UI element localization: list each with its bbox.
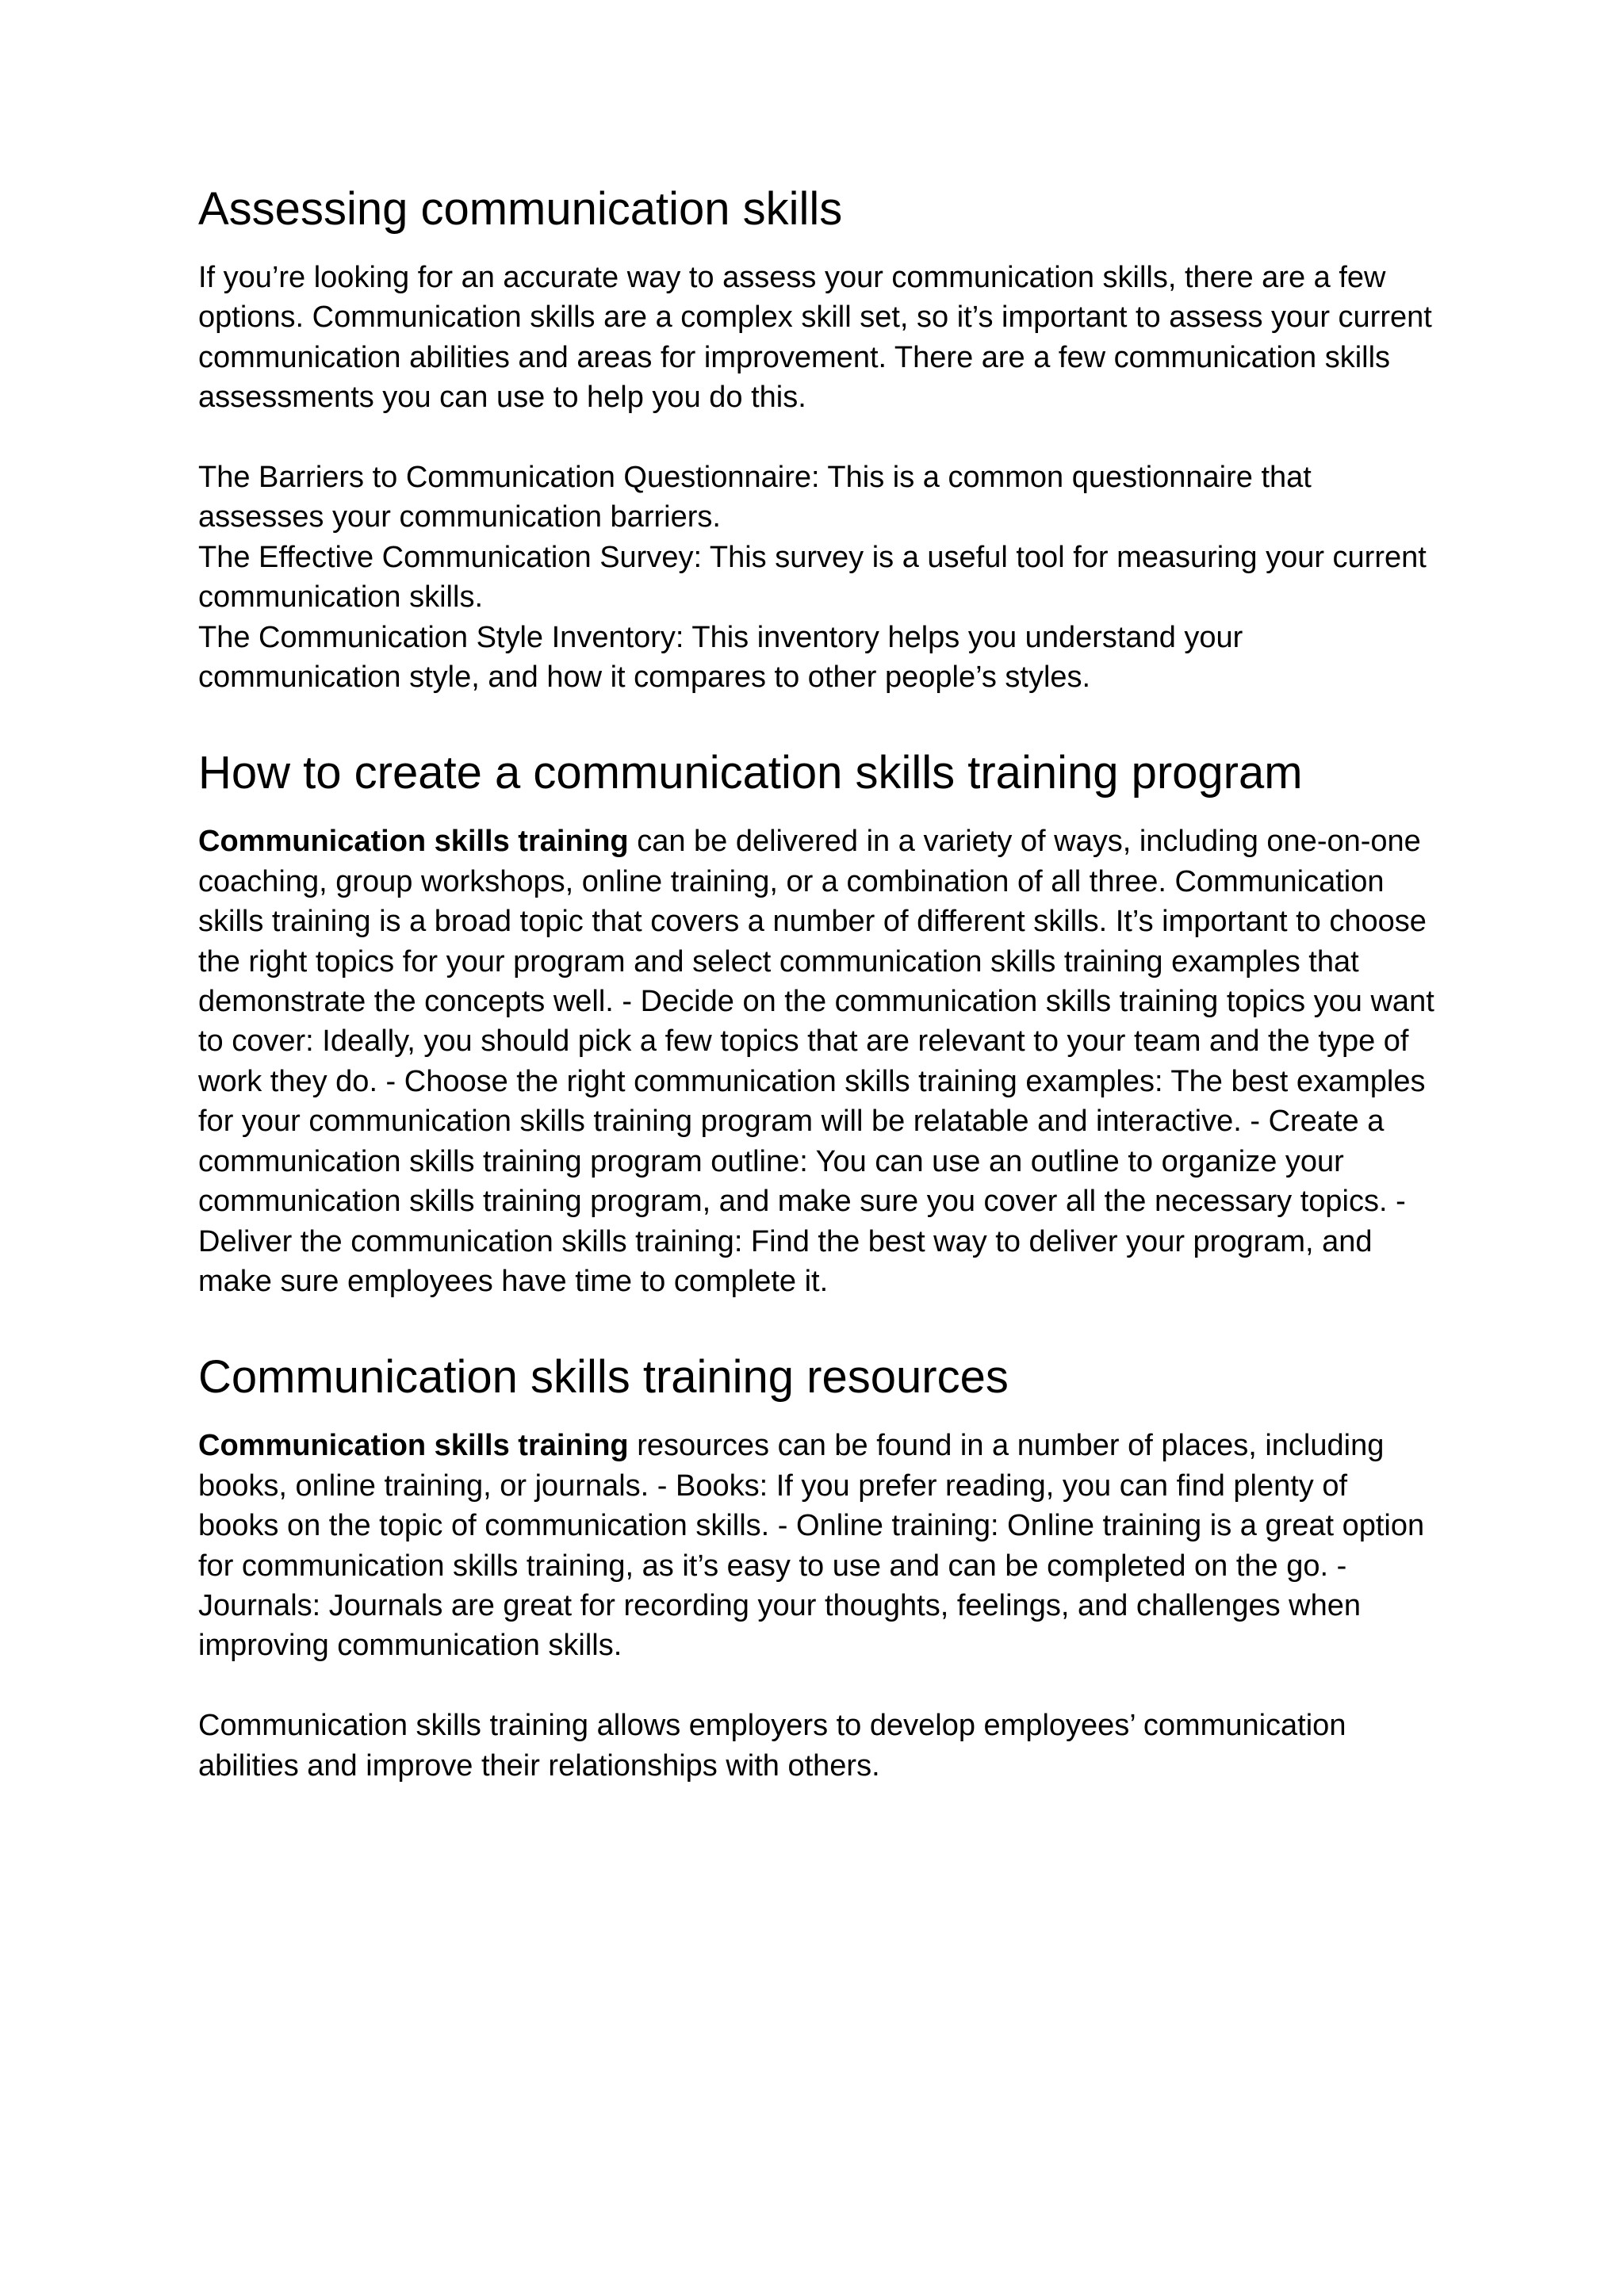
text-line: books, online training, or journals. - Books: If you prefer reading, you can find plenty of bbox=[198, 1469, 1348, 1503]
text-line: If you’re looking for an accurate way to assess your communication skills, there are a few bbox=[198, 261, 1386, 294]
text-fragment: resources can be found in a number of places, including bbox=[628, 1429, 1385, 1463]
bold-lead-text: Communication skills training bbox=[198, 1429, 629, 1463]
text-line bbox=[198, 821, 1451, 861]
text-line: skills training is a broad topic that covers a number of different skills. It’s important to choose bbox=[198, 905, 1427, 939]
text-line: for communication skills training, as it’s easy to use and can be completed on the go. - bbox=[198, 1549, 1347, 1583]
section-heading-assessing: Assessing communication skills bbox=[198, 183, 843, 235]
text-line: coaching, group workshops, online training, or a combination of all three. Communication bbox=[198, 864, 1385, 898]
section-heading-training-program: How to create a communication skills training program bbox=[198, 747, 1303, 799]
text-line: communication style, and how it compares to other people’s styles. bbox=[198, 661, 1091, 695]
text-line: assesses your communication barriers. bbox=[198, 500, 721, 534]
paragraph-assessing-intro bbox=[198, 258, 1451, 418]
text-fragment: can be delivered in a variety of ways, including one-on-one bbox=[628, 825, 1421, 859]
text-line: demonstrate the concepts well. - Decide on the communication skills training topics you want bbox=[198, 985, 1434, 1019]
text-line: Deliver the communication skills training: Find the best way to deliver your program, and bbox=[198, 1224, 1373, 1258]
text-line: Journals: Journals are great for recording your thoughts, feelings, and challenges when bbox=[198, 1588, 1361, 1622]
paragraph-conclusion bbox=[198, 1706, 1451, 1786]
paragraph-resources bbox=[198, 1426, 1451, 1665]
paragraph-assessment-list bbox=[198, 458, 1451, 697]
text-line: abilities and improve their relationships with others. bbox=[198, 1748, 880, 1783]
text-line: communication skills training program outline: You can use an outline to organize your bbox=[198, 1144, 1344, 1178]
text-line: The Effective Communication Survey: This survey is a useful tool for measuring your current bbox=[198, 540, 1427, 574]
section-heading-resources: Communication skills training resources bbox=[198, 1351, 1009, 1404]
text-line: to cover: Ideally, you should pick a few topics that are relevant to your team and the type of bbox=[198, 1024, 1409, 1059]
text-line: options. Communication skills are a complex skill set, so it’s important to assess your current bbox=[198, 301, 1432, 335]
document-page bbox=[198, 179, 1451, 1786]
text-line: work they do. - Choose the right communication skills training examples: The best examples bbox=[198, 1064, 1426, 1098]
text-line: communication abilities and areas for improvement. There are a few communication skills bbox=[198, 340, 1391, 374]
bold-lead-text: Communication skills training bbox=[198, 825, 629, 859]
text-line: books on the topic of communication skills. - Online training: Online training is a great option bbox=[198, 1509, 1425, 1543]
text-line: the right topics for your program and select communication skills training examples that bbox=[198, 944, 1359, 978]
paragraph-training-program bbox=[198, 821, 1451, 1301]
text-line: communication skills training program, and make sure you cover all the necessary topics. - bbox=[198, 1185, 1406, 1219]
text-line: improving communication skills. bbox=[198, 1629, 622, 1663]
text-line bbox=[198, 1426, 1451, 1465]
text-line: make sure employees have time to complete it. bbox=[198, 1264, 829, 1298]
text-line: Communication skills training allows employers to develop employees’ communication bbox=[198, 1709, 1346, 1743]
text-line: communication skills. bbox=[198, 580, 483, 615]
text-line: The Barriers to Communication Questionnaire: This is a common questionnaire that bbox=[198, 461, 1312, 495]
text-line: The Communication Style Inventory: This inventory helps you understand your bbox=[198, 620, 1243, 654]
text-line: for your communication skills training program will be relatable and interactive. - Create a bbox=[198, 1105, 1385, 1139]
text-line: assessments you can use to help you do this. bbox=[198, 381, 806, 415]
